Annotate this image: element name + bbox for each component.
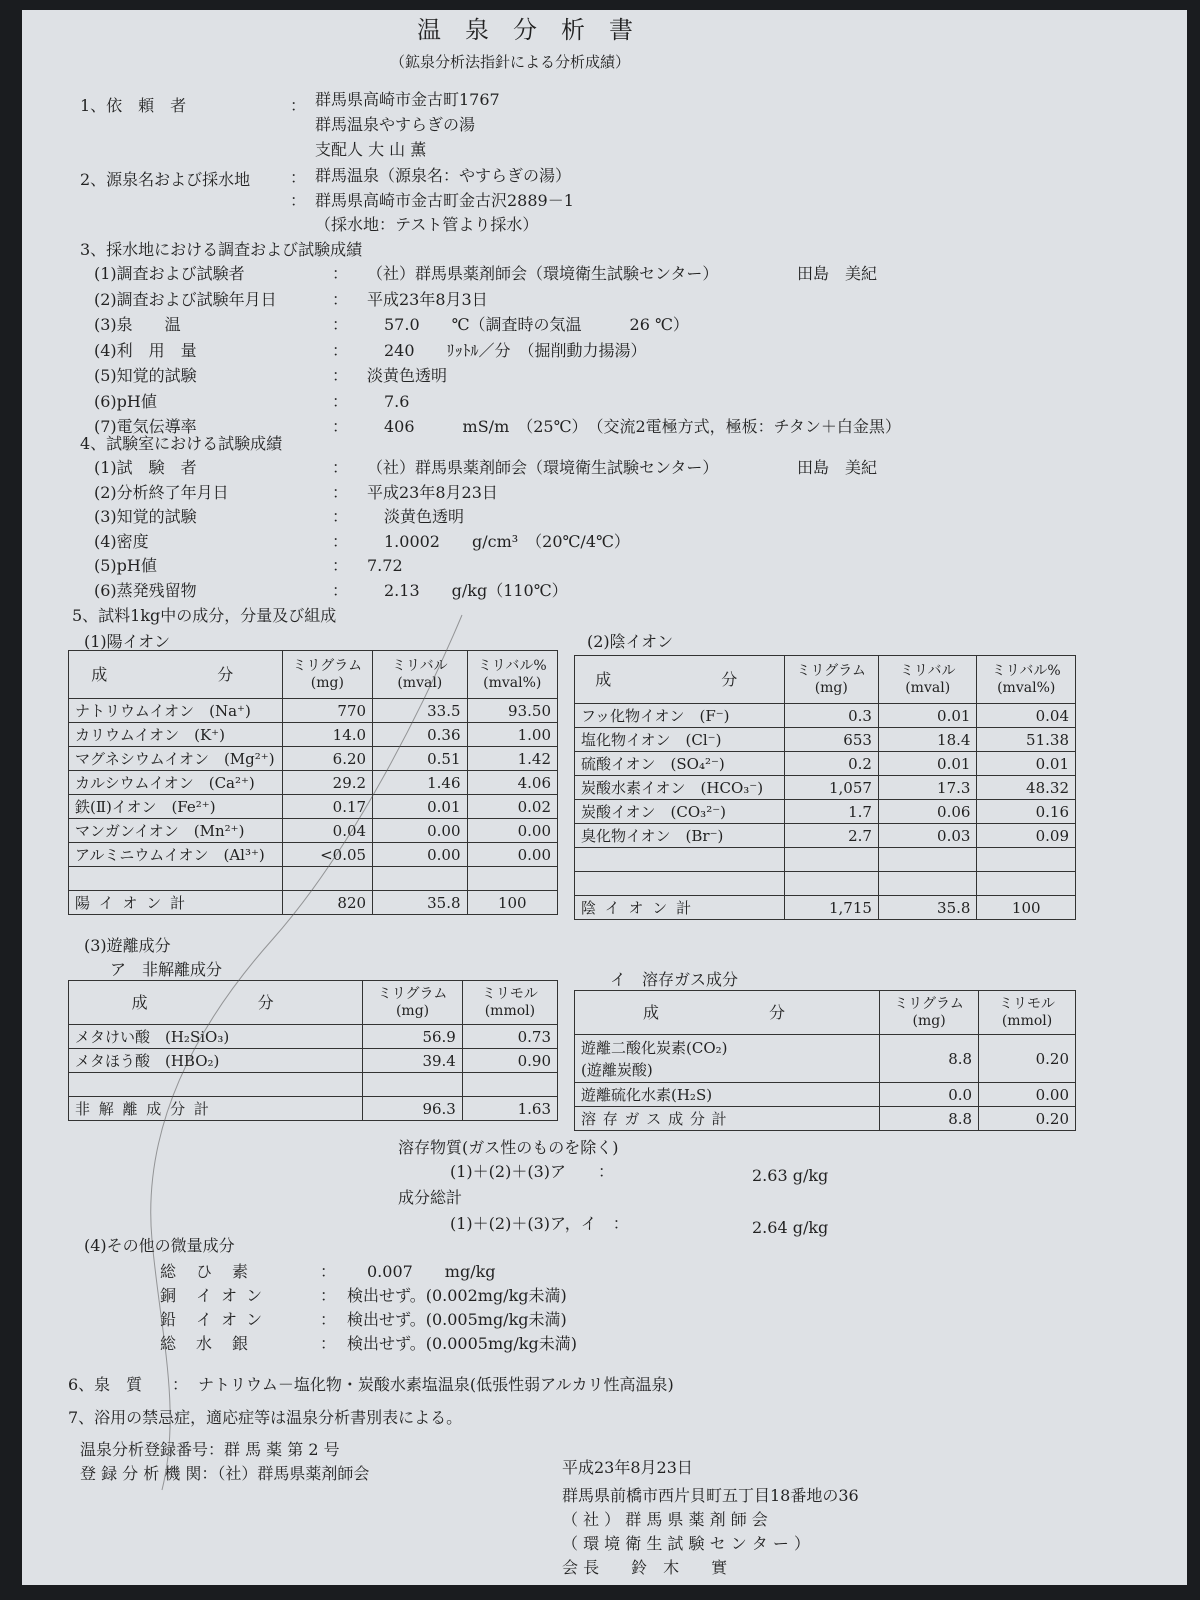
trace-item-label: 鉛 イ オ ン [160, 1310, 265, 1329]
test-item-label: (4)密度 [94, 531, 149, 551]
cation-total-row [69, 891, 558, 915]
total-components-value: 2.64 g/kg [752, 1218, 829, 1237]
test-item-label: (4)利 用 量 [94, 340, 197, 360]
ion-name: 炭酸イオン (CO₃²⁻) [575, 800, 785, 824]
total-components-formula: (1)＋(2)＋(3)ア，イ ： [450, 1214, 629, 1233]
anion-total-pct: 100 [977, 896, 1076, 920]
ion-mval-percent: 0.00 [467, 843, 557, 867]
test-item-value: 淡黄色透明 [384, 507, 465, 526]
ion-mg: 0.2 [784, 752, 878, 776]
test-item-label: (3)知覚的試験 [94, 507, 197, 526]
table-row [69, 1049, 558, 1073]
source-sampling-point: （採水地：テスト管より採水） [315, 215, 539, 234]
col-header-mval-percent: ミリバル% (mval%) [467, 651, 557, 699]
component-name: メタけい酸 (H₂SiO₃) [69, 1025, 363, 1049]
ion-mval: 17.3 [878, 776, 977, 800]
source-address: 群馬県高崎市金古町金古沢2889－1 [315, 191, 574, 210]
ion-mval: 0.01 [373, 795, 467, 819]
ion-mval: 18.4 [878, 728, 977, 752]
test-item-label: (5)pH値 [94, 556, 157, 575]
test-item-sep: ： [332, 507, 349, 526]
ion-mval: 0.00 [373, 819, 467, 843]
ion-mg: 0.17 [282, 795, 372, 819]
nondissociated-total-label: 非 解 離 成 分 計 [69, 1097, 363, 1121]
cation-total-pct: 100 [467, 891, 557, 915]
test-item-label: (2)分析終了年月日 [94, 482, 229, 502]
gas-total-mmol: 0.20 [979, 1107, 1076, 1131]
composition-heading: 5、試料1kg中の成分，分量及び組成 [72, 606, 337, 625]
ion-name: マンガンイオン (Mn²⁺) [69, 819, 283, 843]
ion-mval-percent: 0.04 [977, 704, 1076, 728]
cation-total-mg: 820 [282, 891, 372, 915]
anion-table [574, 655, 1076, 920]
nondissociated-table [68, 980, 558, 1121]
test-item-tester: 田島 美紀 [797, 264, 878, 283]
dissolved-gas-title: イ 溶存ガス成分 [610, 970, 739, 989]
ion-mval-percent: 0.01 [977, 752, 1076, 776]
client-sep: ： [290, 96, 307, 115]
table-row [69, 723, 558, 747]
test-item-value: （社）群馬県薬剤師会（環境衛生試験センター） [367, 458, 719, 477]
spring-quality-value: ナトリウム－塩化物・炭酸水素塩温泉(低張性弱アルカリ性高温泉) [198, 1375, 674, 1394]
test-item-label: (3)泉 温 [94, 315, 181, 334]
test-item-value: 2.13 g/kg（110℃） [384, 580, 568, 600]
gas-total-row [575, 1107, 1076, 1131]
ion-name: カルシウムイオン (Ca²⁺) [69, 771, 283, 795]
ion-mval: 0.03 [878, 824, 977, 848]
ion-mval-percent: 4.06 [467, 771, 557, 795]
dissolved-matter-label: 溶存物質(ガス性のものを除く) [398, 1138, 619, 1157]
ion-mval: 0.06 [878, 800, 977, 824]
client-label: 1、依 頼 者 [80, 96, 187, 115]
anion-total-mval: 35.8 [878, 896, 977, 920]
ion-name: 臭化物イオン (Br⁻) [575, 824, 785, 848]
table-row [69, 843, 558, 867]
test-item-sep: ： [332, 482, 349, 502]
ion-mg: 29.2 [282, 771, 372, 795]
cation-title: (1)陽イオン [84, 632, 171, 651]
test-item-sep: ： [332, 531, 349, 551]
gas-mmol: 0.00 [979, 1083, 1076, 1107]
analysis-document [22, 10, 1187, 1585]
ion-mval-percent: 48.32 [977, 776, 1076, 800]
table-row [575, 776, 1076, 800]
ion-mval-percent: 1.42 [467, 747, 557, 771]
nondissociated-title: ア 非解離成分 [110, 960, 223, 979]
test-item-label: (7)電気伝導率 [94, 417, 197, 436]
usage-note: 7、浴用の禁忌症，適応症等は温泉分析書別表による。 [68, 1408, 463, 1427]
client-address: 群馬県高崎市金古町1767 [315, 90, 500, 109]
client-manager: 支配人 大 山 薫 [315, 140, 427, 159]
ion-mg: <0.05 [282, 843, 372, 867]
ion-mg: 2.7 [784, 824, 878, 848]
ion-name: フッ化物イオン (F⁻) [575, 704, 785, 728]
gas-mg: 0.0 [880, 1083, 979, 1107]
registration-institution: 登 録 分 析 機 関：（社）群馬県薬剤師会 [80, 1464, 370, 1483]
component-mg: 56.9 [363, 1025, 463, 1049]
anion-title: (2)陰イオン [587, 632, 674, 651]
dissolved-matter-value: 2.63 g/kg [752, 1166, 829, 1185]
cation-total-mval: 35.8 [373, 891, 467, 915]
test-item-value: 7.6 [384, 391, 410, 411]
test-item-value: 7.72 [367, 556, 403, 575]
test-item-label: (5)知覚的試験 [94, 366, 197, 385]
total-components-label: 成分総計 [398, 1188, 463, 1207]
dissolved-gas-table [574, 990, 1076, 1131]
col-header-mg: ミリグラム (mg) [784, 656, 878, 704]
test-item-value: 1.0002 g/cm³ （20℃/4℃） [384, 531, 630, 551]
component-mmol: 0.73 [462, 1025, 557, 1049]
anion-total-mg: 1,715 [784, 896, 878, 920]
trace-item-value: 検出せず。(0.005mg/kg未満) [347, 1310, 567, 1329]
component-name: メタほう酸 (HBO₂) [69, 1049, 363, 1073]
ion-mg: 1,057 [784, 776, 878, 800]
issuer-center: （ 環 境 衛 生 試 験 セ ン タ ー ） [562, 1534, 810, 1553]
table-row [69, 795, 558, 819]
gas-mmol: 0.20 [979, 1035, 1076, 1083]
spring-quality-sep: ： [172, 1375, 189, 1394]
source-label: 2、源泉名および採水地 [80, 170, 251, 189]
trace-item-sep: ： [320, 1334, 337, 1353]
col-header-component: 成 分 [69, 981, 363, 1025]
source-name: 群馬温泉（源泉名：やすらぎの湯） [315, 166, 572, 185]
trace-item-value: 検出せず。(0.0005mg/kg未満) [347, 1334, 577, 1353]
ion-name: アルミニウムイオン (Al³⁺) [69, 843, 283, 867]
test-item-value: 57.0 ℃（調査時の気温 26 ℃） [384, 315, 689, 334]
table-row-blank [575, 872, 1076, 896]
table-row [69, 771, 558, 795]
test-item-label: (6)蒸発残留物 [94, 580, 197, 600]
ion-mval-percent: 0.09 [977, 824, 1076, 848]
test-item-label: (1)調査および試験者 [94, 264, 245, 283]
col-header-component: 成 分 [575, 991, 880, 1035]
test-item-sep: ： [332, 556, 349, 575]
free-components-title: (3)遊離成分 [84, 936, 171, 955]
table-row [69, 747, 558, 771]
trace-item-sep: ： [320, 1286, 337, 1305]
ion-name: 塩化物イオン (Cl⁻) [575, 728, 785, 752]
table-row [575, 1083, 1076, 1107]
col-header-mg: ミリグラム (mg) [363, 981, 463, 1025]
ion-mg: 0.04 [282, 819, 372, 843]
test-item-value: 406 mS/m （25℃） （交流2電極方式，極板：チタン＋白金黒） [384, 417, 901, 436]
test-item-sep: ： [332, 315, 349, 334]
test-item-label: (6)pH値 [94, 391, 157, 411]
source-sep-1: ： [290, 168, 307, 187]
lab-test-heading: 4、試験室における試験成績 [80, 434, 283, 453]
page-subtitle: （鉱泉分析法指針による分析成績） [390, 53, 631, 71]
gas-name: 遊離硫化水素(H₂S) [575, 1083, 880, 1107]
gas-total-label: 溶 存 ガ ス 成 分 計 [575, 1107, 880, 1131]
ion-mval: 0.01 [878, 752, 977, 776]
ion-mval: 0.36 [373, 723, 467, 747]
test-item-sep: ： [332, 391, 349, 411]
ion-mg: 14.0 [282, 723, 372, 747]
gas-mg: 8.8 [880, 1035, 979, 1083]
trace-item-label: 銅 イ オ ン [160, 1286, 265, 1305]
test-item-value: 平成23年8月3日 [367, 289, 488, 309]
col-header-component: 成 分 [69, 651, 283, 699]
ion-mval: 0.01 [878, 704, 977, 728]
ion-mg: 1.7 [784, 800, 878, 824]
anion-rows [575, 704, 1076, 848]
ion-name: 炭酸水素イオン (HCO₃⁻) [575, 776, 785, 800]
table-row [69, 699, 558, 723]
col-header-mval-percent: ミリバル% (mval%) [977, 656, 1076, 704]
nondissociated-total-mg: 96.3 [363, 1097, 463, 1121]
ion-mg: 653 [784, 728, 878, 752]
ion-mval: 0.51 [373, 747, 467, 771]
test-item-sep: ： [332, 580, 349, 600]
issuer-address: 群馬県前橋市西片貝町五丁目18番地の36 [562, 1486, 859, 1505]
spring-quality-label: 6、泉 質 [68, 1375, 143, 1394]
ion-mval-percent: 0.16 [977, 800, 1076, 824]
ion-mval: 33.5 [373, 699, 467, 723]
ion-name: 鉄(Ⅱ)イオン (Fe²⁺) [69, 795, 283, 819]
ion-name: 硫酸イオン (SO₄²⁻) [575, 752, 785, 776]
col-header-mmol: ミリモル (mmol) [462, 981, 557, 1025]
test-item-sep: ： [332, 340, 349, 360]
col-header-mval: ミリバル (mval) [878, 656, 977, 704]
nondissociated-total-row [69, 1097, 558, 1121]
test-item-label: (2)調査および試験年月日 [94, 289, 277, 309]
ion-mval-percent: 0.02 [467, 795, 557, 819]
table-row [575, 800, 1076, 824]
test-item-sep: ： [332, 289, 349, 309]
trace-item-label: 総 水 銀 [160, 1334, 251, 1353]
test-item-sep: ： [332, 458, 349, 477]
ion-mval-percent: 0.00 [467, 819, 557, 843]
table-row [69, 1025, 558, 1049]
test-item-tester: 田島 美紀 [797, 458, 878, 477]
table-row [575, 704, 1076, 728]
table-row-blank [575, 848, 1076, 872]
issuer-president: 会 長 鈴 木 實 [562, 1558, 728, 1577]
issue-date: 平成23年8月23日 [562, 1458, 693, 1477]
site-test-heading: 3、採水地における調査および試験成績 [80, 240, 363, 259]
ion-mg: 0.3 [784, 704, 878, 728]
ion-name: カリウムイオン (K⁺) [69, 723, 283, 747]
gas-name: 遊離二酸化炭素(CO₂) (遊離炭酸) [575, 1035, 880, 1083]
ion-mval-percent: 1.00 [467, 723, 557, 747]
trace-item-value: 検出せず。(0.002mg/kg未満) [347, 1286, 567, 1305]
test-item-value: 平成23年8月23日 [367, 482, 498, 502]
col-header-mval: ミリバル (mval) [373, 651, 467, 699]
anion-total-row [575, 896, 1076, 920]
registration-number: 温泉分析登録番号：群 馬 薬 第 2 号 [80, 1440, 340, 1459]
col-header-mg: ミリグラム (mg) [282, 651, 372, 699]
gas-total-mg: 8.8 [880, 1107, 979, 1131]
ion-name: マグネシウムイオン (Mg²⁺) [69, 747, 283, 771]
test-item-value: 淡黄色透明 [367, 366, 448, 385]
ion-mg: 770 [282, 699, 372, 723]
nondissociated-total-mmol: 1.63 [462, 1097, 557, 1121]
ion-mval: 1.46 [373, 771, 467, 795]
source-sep-2: ： [290, 191, 307, 210]
table-row [69, 819, 558, 843]
table-row [575, 824, 1076, 848]
client-facility: 群馬温泉やすらぎの湯 [315, 115, 476, 134]
ion-name: ナトリウムイオン (Na⁺) [69, 699, 283, 723]
test-item-label: (1)試 験 者 [94, 458, 197, 477]
test-item-value: 240 ﾘｯﾄﾙ／分 （掘削動力揚湯） [384, 340, 647, 360]
col-header-mg: ミリグラム (mg) [880, 991, 979, 1035]
test-item-value: （社）群馬県薬剤師会（環境衛生試験センター） [367, 264, 719, 283]
issuer-organization: （ 社 ） 群 馬 県 薬 剤 師 会 [562, 1510, 768, 1529]
table-row [575, 1035, 1076, 1083]
component-mg: 39.4 [363, 1049, 463, 1073]
table-row [575, 752, 1076, 776]
test-item-sep: ： [332, 264, 349, 283]
test-item-sep: ： [332, 366, 349, 385]
trace-components-title: (4)その他の微量成分 [84, 1236, 235, 1255]
dissolved-matter-formula: (1)＋(2)＋(3)ア ： [450, 1162, 614, 1181]
ion-mval: 0.00 [373, 843, 467, 867]
nondissociated-rows [69, 1025, 558, 1073]
cation-total-label: 陽 イ オ ン 計 [69, 891, 283, 915]
col-header-mmol: ミリモル (mmol) [979, 991, 1076, 1035]
table-row [575, 728, 1076, 752]
table-row-blank [69, 1073, 558, 1097]
ion-mval-percent: 51.38 [977, 728, 1076, 752]
ion-mval-percent: 93.50 [467, 699, 557, 723]
page-title: 温泉分析書 [417, 16, 657, 44]
cation-table [68, 650, 558, 915]
test-item-sep: ： [332, 417, 349, 436]
table-row-blank [69, 867, 558, 891]
trace-item-label: 総 ひ 素 [160, 1262, 251, 1281]
trace-item-value: 0.007 mg/kg [367, 1262, 496, 1281]
component-mmol: 0.90 [462, 1049, 557, 1073]
trace-item-sep: ： [320, 1310, 337, 1329]
col-header-component: 成 分 [575, 656, 785, 704]
cation-rows [69, 699, 558, 867]
trace-item-sep: ： [320, 1262, 337, 1281]
anion-total-label: 陰 イ オ ン 計 [575, 896, 785, 920]
ion-mg: 6.20 [282, 747, 372, 771]
